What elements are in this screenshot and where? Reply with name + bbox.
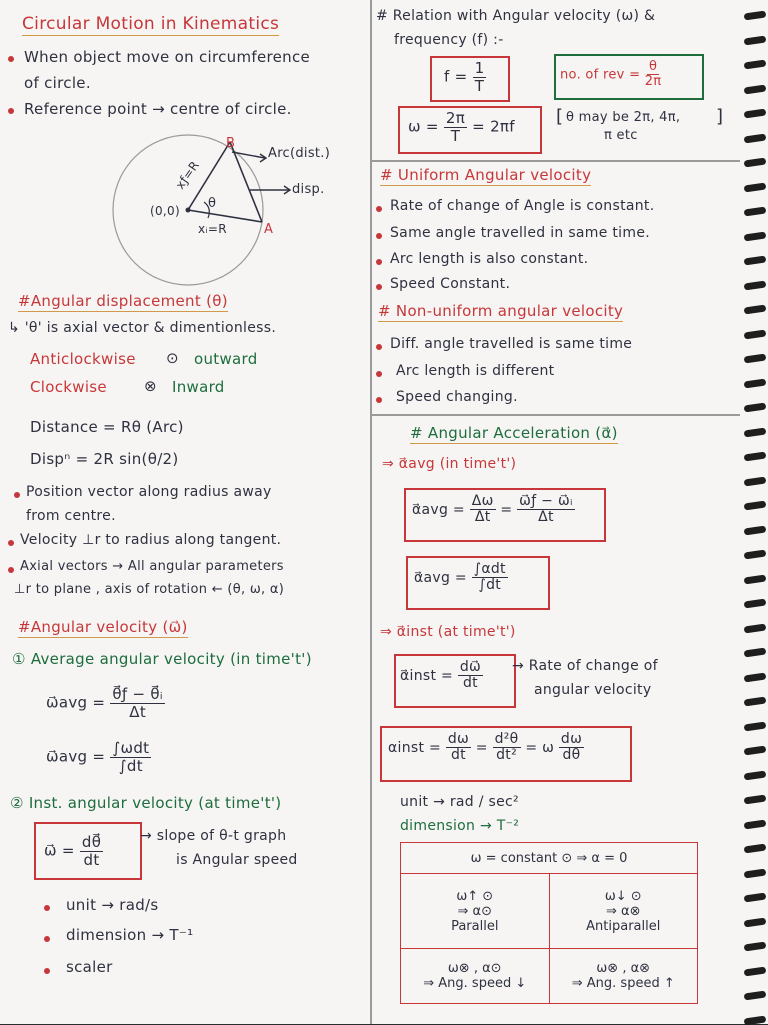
spiral-ring — [744, 256, 767, 266]
spiral-ring — [744, 280, 767, 290]
cross-circle-icon: ⊗ — [144, 377, 157, 395]
note-line: → slope of θ-t graph — [140, 828, 287, 844]
section-divider — [370, 414, 740, 416]
bullet — [44, 968, 50, 974]
unit-line: unit → rad / sec² — [400, 794, 519, 810]
table-cell: ω⊗ , α⊙ ⇒ Ang. speed ↓ — [401, 949, 550, 1004]
formula-line: no. of rev = $\frac{\theta}{2\pi}$ — [560, 59, 662, 90]
angular-displacement-heading: #Angular displacement (θ) — [18, 292, 228, 310]
spiral-ring — [744, 231, 767, 241]
spiral-ring — [744, 648, 767, 658]
direction-table — [400, 842, 698, 1004]
formula-line: α⃗inst = $\frac{d\omega⃗}{dt}$ — [400, 659, 482, 692]
formula-line: ω = $\frac{2\pi}{T}$ = 2πf — [408, 109, 515, 145]
note-line: from centre. — [26, 508, 116, 524]
spiral-ring — [744, 60, 767, 70]
note-line: Arc length is also constant. — [390, 251, 589, 267]
formula-line: αinst = $\frac{d\omega}{dt}$ = $\frac{\text{d²θ}}{\text{dt²}}$ = ω $\frac{d\omega}{d\theta}$ — [388, 731, 583, 764]
distance-formula: Distance = Rθ (Arc) — [30, 418, 184, 436]
non-uniform-heading: # Non-uniform angular velocity — [378, 302, 624, 320]
formula-line: ω⃗avg = $\frac{\text{θ⃗ƒ − θ⃗ᵢ}}{\Delta t}$ — [46, 685, 163, 721]
spiral-ring — [744, 525, 767, 535]
bullet — [44, 936, 50, 942]
spiral-ring — [744, 991, 767, 1001]
note-line: of circle. — [24, 74, 91, 92]
note-line: → Rate of change of — [512, 658, 658, 674]
spiral-ring — [744, 11, 767, 21]
bullet — [376, 397, 382, 403]
spiral-ring — [744, 1015, 767, 1025]
spiral-ring — [744, 819, 767, 829]
average-angular-velocity-heading: ① Average angular velocity (in time't') — [12, 650, 312, 668]
spiral-ring — [744, 721, 767, 731]
theta-label: θ — [208, 196, 217, 211]
note-line: Reference point → centre of circle. — [24, 100, 292, 118]
spiral-ring — [744, 501, 767, 511]
note-line: scaler — [66, 958, 113, 976]
note-line: Velocity ⊥r to radius along tangent. — [20, 532, 282, 548]
unit-line: unit → rad/s — [66, 896, 159, 914]
note-line: Axial vectors → All angular parameters — [20, 559, 284, 574]
point-b-label: B — [226, 136, 236, 151]
bullet — [44, 905, 50, 911]
note-line: Arc length is different — [396, 363, 555, 379]
bullet — [376, 344, 382, 350]
displacement-formula: Dispⁿ = 2R sin(θ/2) — [30, 450, 179, 468]
clockwise-label: Clockwise — [30, 378, 107, 396]
bracket-icon: [ — [556, 106, 564, 127]
spiral-ring — [744, 844, 767, 854]
note-line: is Angular speed — [176, 852, 298, 868]
section-divider — [370, 160, 740, 162]
spiral-ring — [744, 158, 767, 168]
spiral-ring — [744, 697, 767, 707]
spiral-ring — [744, 35, 767, 45]
spiral-ring — [744, 378, 767, 388]
instantaneous-acceleration-label: ⇒ α⃗inst (at time't') — [380, 624, 516, 640]
spiral-ring — [744, 623, 767, 633]
note-line: Position vector along radius away — [26, 484, 272, 500]
formula-line: f = $\frac{1}{T}$ — [444, 59, 485, 95]
note-line: Rate of change of Angle is constant. — [390, 198, 655, 214]
spiral-ring — [744, 182, 767, 192]
spiral-ring — [744, 966, 767, 976]
dimension-line: dimension → T⁻¹ — [66, 926, 194, 944]
spiral-ring — [744, 354, 767, 364]
point-a-label: A — [264, 222, 274, 237]
spiral-ring — [744, 550, 767, 560]
uniform-angular-velocity-heading: # Uniform Angular velocity — [380, 166, 592, 184]
dot-circle-icon: ⊙ — [166, 349, 179, 367]
note-line: Speed changing. — [396, 389, 518, 405]
note-line: angular velocity — [534, 682, 652, 698]
dimension-line: dimension → T⁻² — [400, 818, 520, 834]
formula-line: ω⃗ = $\frac{d\theta⃗}{dt}$ — [44, 833, 102, 869]
table-cell: ω⊗ , α⊗ ⇒ Ang. speed ↑ — [549, 949, 698, 1004]
bullet — [8, 108, 14, 114]
spiral-ring — [744, 329, 767, 339]
note-line: π etc — [604, 128, 638, 143]
spiral-ring — [744, 427, 767, 437]
origin-label: (0,0) — [150, 204, 180, 218]
average-acceleration-label: ⇒ α⃗avg (in time't') — [382, 456, 517, 472]
bullet — [376, 206, 382, 212]
spiral-ring — [744, 84, 767, 94]
table-cell: ω↑ ⊙ ⇒ α⊙ Parallel — [401, 874, 550, 949]
spiral-ring — [744, 599, 767, 609]
spiral-ring — [744, 917, 767, 927]
disp-label: disp. — [292, 182, 325, 197]
bullet — [8, 56, 14, 62]
relation-heading: # Relation with Angular velocity (ω) & — [376, 8, 656, 24]
instantaneous-angular-velocity-heading: ② Inst. angular velocity (at time't') — [10, 794, 282, 812]
note-line: ↳ 'θ' is axial vector & dimentionless. — [8, 320, 277, 336]
angular-acceleration-heading: # Angular Acceleration (α⃗) — [410, 424, 618, 442]
clockwise-value: Inward — [172, 378, 225, 396]
spiral-ring — [744, 476, 767, 486]
xi-label: xᵢ=R — [198, 222, 227, 236]
spiral-ring — [744, 403, 767, 413]
note-line: Same angle travelled in same time. — [390, 225, 650, 241]
note-line: Diff. angle travelled is same time — [390, 336, 633, 352]
spiral-ring — [744, 574, 767, 584]
spiral-ring — [744, 452, 767, 462]
spiral-ring — [744, 893, 767, 903]
xf-label: xƒ=R — [172, 158, 203, 192]
spiral-ring — [744, 109, 767, 119]
page-title: Circular Motion in Kinematics — [22, 14, 280, 34]
spiral-ring — [744, 305, 767, 315]
spiral-binding — [740, 0, 768, 1024]
anticlockwise-label: Anticlockwise — [30, 350, 136, 368]
spiral-ring — [744, 133, 767, 143]
bullet — [8, 567, 14, 573]
spiral-ring — [744, 207, 767, 217]
note-line: When object move on circumference — [24, 48, 311, 66]
spiral-ring — [744, 795, 767, 805]
bullet — [14, 492, 20, 498]
spiral-ring — [744, 868, 767, 878]
table-cell: ω↓ ⊙ ⇒ α⊗ Antiparallel — [549, 874, 698, 949]
angular-velocity-heading: #Angular velocity (ω⃗) — [18, 618, 188, 636]
bullet — [376, 259, 382, 265]
bullet — [376, 284, 382, 290]
spiral-ring — [744, 672, 767, 682]
spiral-ring — [744, 942, 767, 952]
table-cell: ω = constant ⊙ ⇒ α = 0 — [401, 843, 698, 874]
formula-line: ω⃗avg = $\frac{\text{∫ωdt}}{\int dt}$ — [46, 739, 150, 775]
relation-heading-cont: frequency (f) :- — [394, 32, 504, 48]
formula-line: α⃗avg = $\frac{\Delta\omega}{\Delta t}$ = $\frac{\text{ω⃗ƒ − ω⃗ᵢ}}{\Delta t}$ — [412, 493, 573, 526]
bracket-icon: ] — [716, 106, 724, 127]
bullet — [376, 371, 382, 377]
spiral-ring — [744, 746, 767, 756]
arc-label: Arc(dist.) — [268, 146, 331, 161]
note-line: ⊥r to plane , axis of rotation ← (θ, ω, α) — [14, 582, 285, 597]
column-divider — [370, 0, 372, 1024]
formula-line: α⃗avg = $\frac{\text{∫αdt}}{\int dt}$ — [414, 561, 506, 594]
bullet — [376, 233, 382, 239]
bullet — [8, 540, 14, 546]
spiral-ring — [744, 770, 767, 780]
note-line: Speed Constant. — [390, 276, 511, 292]
anticlockwise-value: outward — [194, 350, 258, 368]
note-line: θ may be 2π, 4π, — [566, 110, 681, 125]
